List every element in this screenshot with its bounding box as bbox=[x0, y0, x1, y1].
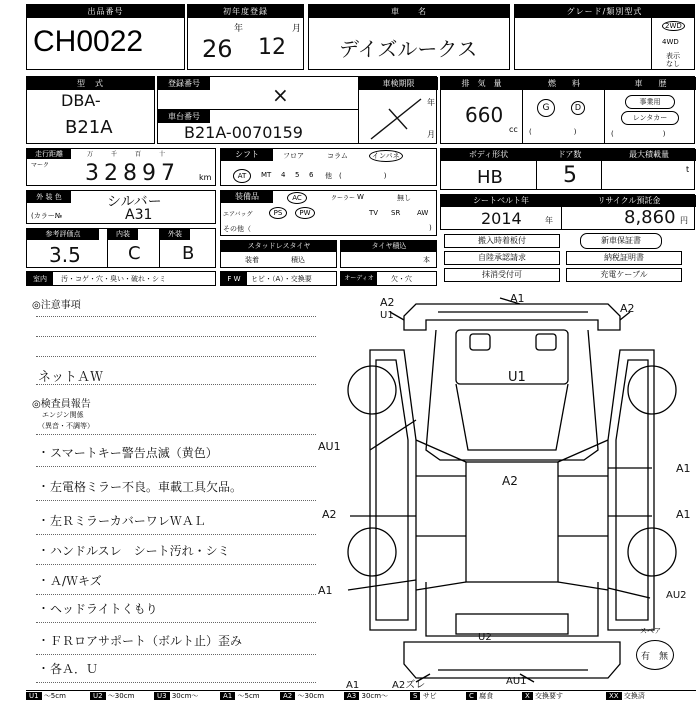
grade-label: グレード/類別型式 bbox=[515, 5, 694, 18]
inspection-cross-mark bbox=[369, 95, 425, 141]
shift-box: シフト フロア コラム インパネ AT MT 4 5 6 他 ( ) bbox=[220, 148, 437, 186]
color-no-label: (カラー№ bbox=[31, 212, 63, 220]
inspection-year-unit: 年 bbox=[427, 98, 435, 107]
damage-mark: A1 bbox=[318, 584, 333, 597]
model-label: 型 式 bbox=[27, 77, 154, 90]
tire-load-label: タイヤ積込 bbox=[341, 241, 437, 252]
drive-4wd: 4WD bbox=[662, 38, 679, 46]
legend-key: A1 bbox=[220, 692, 235, 700]
equip-airbag: エアバッグ bbox=[223, 211, 253, 218]
doors-cell bbox=[536, 149, 601, 190]
equip-none: 無し bbox=[397, 194, 411, 202]
equip-ac: AC bbox=[287, 192, 307, 204]
equip-pw: PW bbox=[295, 207, 315, 219]
legend-text: ～5cm bbox=[43, 692, 66, 700]
body-box bbox=[440, 148, 695, 190]
mileage-box: 走行距離 マーク 万千百十 32897 km bbox=[26, 148, 216, 186]
interior-eval-value: 汚・コゲ・穴・臭い・破れ・シミ bbox=[61, 275, 166, 283]
shift-column: コラム bbox=[327, 152, 348, 160]
mileage-unit: km bbox=[199, 173, 212, 182]
legend-key: X bbox=[522, 692, 533, 700]
damage-mark: U1 bbox=[508, 370, 526, 385]
equip-cooler: クーラー bbox=[331, 195, 356, 202]
seatbelt-recycle-box bbox=[440, 194, 695, 230]
month-unit: 月 bbox=[292, 24, 302, 34]
inspection-month-unit: 月 bbox=[427, 130, 435, 139]
tire-load-unit: 本 bbox=[423, 256, 430, 264]
color-box bbox=[26, 190, 216, 224]
history-rental: レンタカー bbox=[621, 111, 679, 125]
spare-label: スペア bbox=[640, 627, 661, 635]
doc-deregistration: 抹消受付可 bbox=[444, 268, 560, 282]
damage-mark: AU1 bbox=[318, 440, 341, 453]
body-label: ボディ形状 bbox=[441, 149, 536, 161]
capacity-cell bbox=[601, 149, 695, 190]
legend-key: C bbox=[466, 692, 477, 700]
lot-number-value: CH0022 bbox=[33, 25, 144, 58]
inspector-item: ハンドルスレ シート汚れ・シミ bbox=[50, 544, 230, 558]
history-label: 車 歴 bbox=[605, 77, 696, 90]
spec-box bbox=[440, 76, 695, 144]
recycle-unit: 円 bbox=[680, 216, 688, 225]
inspector-item: 左ＲミラーカバーワレＷＡＬ bbox=[50, 514, 206, 528]
recycle-value: 8,860 bbox=[624, 207, 676, 228]
damage-mark: A1 bbox=[676, 508, 691, 521]
first-registration-box bbox=[187, 4, 304, 70]
first-registration-year: 26 bbox=[202, 35, 233, 63]
inspector-item: 左電格ミラー不良。車載工具欠品。 bbox=[50, 480, 243, 494]
damage-mark: A1 bbox=[510, 292, 525, 305]
equip-tv: TV bbox=[369, 209, 379, 217]
damage-mark: A2 bbox=[620, 302, 635, 315]
color-value: シルバー bbox=[107, 194, 162, 210]
chassis-value: B21A-0070159 bbox=[184, 123, 303, 142]
spare-circle bbox=[636, 640, 674, 670]
lot-number-label: 出品番号 bbox=[27, 5, 184, 18]
inspector-item: Ａ/Ｗキズ bbox=[50, 574, 102, 588]
displacement-value: 660 bbox=[465, 103, 504, 127]
shift-label: シフト bbox=[221, 149, 273, 161]
damage-mark: A1 bbox=[676, 462, 691, 475]
mileage-value: 32897 bbox=[85, 161, 180, 186]
capacity-label: 最大積載量 bbox=[602, 149, 696, 161]
audio-value: 欠・穴 bbox=[391, 275, 412, 283]
legend-key: A2 bbox=[280, 692, 295, 700]
car-name-value: デイズルークス bbox=[339, 37, 478, 61]
studless-mounted: 装着 bbox=[245, 256, 259, 264]
legend-text: ～30cm bbox=[107, 692, 135, 700]
damage-mark: A2ズレ bbox=[392, 680, 426, 691]
legend-text: 交換要す bbox=[535, 692, 564, 700]
reg-no-value: × bbox=[272, 83, 289, 107]
equip-w: W bbox=[357, 193, 364, 201]
documents-panel bbox=[440, 232, 695, 286]
doc-charge-cable: 充電ケーブル bbox=[566, 268, 682, 282]
damage-mark: U1 bbox=[380, 310, 394, 321]
history-business: 事業用 bbox=[625, 95, 675, 109]
grade-box bbox=[514, 4, 695, 70]
registration-box bbox=[157, 76, 437, 144]
lot-number-box bbox=[26, 4, 185, 70]
shift-6: 6 bbox=[309, 171, 314, 179]
inspector-engine-label: エンジン関係 bbox=[42, 411, 84, 419]
fw-box bbox=[220, 271, 337, 286]
exterior-value: B bbox=[182, 243, 195, 264]
recycle-cell bbox=[561, 195, 695, 230]
studless-label: スタッドレスタイヤ bbox=[221, 241, 337, 252]
studless-loaded: 積込 bbox=[291, 256, 305, 264]
car-name-label: 車 名 bbox=[309, 5, 509, 18]
legend-text: ～5cm bbox=[237, 692, 260, 700]
color-no-value: A31 bbox=[125, 207, 153, 223]
seatbelt-label: シートベルト年 bbox=[441, 195, 561, 207]
note-item: ネットＡＷ bbox=[38, 370, 104, 385]
displacement-unit: cc bbox=[509, 125, 518, 134]
doc-tax-cert: 納税証明書 bbox=[566, 251, 682, 265]
studless-box bbox=[220, 240, 337, 268]
legend-key: U2 bbox=[90, 692, 106, 700]
doors-label: ドア数 bbox=[537, 149, 602, 161]
legend-text: ～30cm bbox=[297, 692, 325, 700]
exterior-label: 外装 bbox=[160, 229, 190, 240]
damage-mark: A2 bbox=[322, 508, 337, 521]
interior-label: 内装 bbox=[108, 229, 138, 240]
car-name-box bbox=[308, 4, 510, 70]
doc-self-approval: 自陸承認請求 bbox=[444, 251, 560, 265]
mileage-sub: マーク bbox=[31, 162, 50, 169]
interior-cell bbox=[107, 229, 159, 268]
fw-label: F W bbox=[221, 272, 247, 286]
legend-key: U3 bbox=[154, 692, 170, 700]
drive-type-cell bbox=[651, 18, 695, 70]
legend-text: サビ bbox=[422, 692, 437, 700]
year-unit: 年 bbox=[234, 24, 244, 34]
audio-box bbox=[340, 271, 437, 286]
legend-key: S bbox=[410, 692, 420, 700]
capacity-unit: t bbox=[686, 165, 690, 174]
doc-arrival-plate: 搬入時着板付 bbox=[444, 234, 560, 248]
shift-floor: フロア bbox=[283, 152, 304, 160]
doc-warranty: 新車保証書 bbox=[580, 233, 662, 249]
legend-text: 30cm～ bbox=[361, 692, 389, 700]
drive-none: 表示なし bbox=[666, 52, 680, 68]
notes-title: ◎注意事項 bbox=[32, 300, 81, 311]
seatbelt-value: 2014 bbox=[481, 209, 522, 228]
mileage-label: 走行距離 bbox=[27, 149, 71, 159]
fuel-cell: 燃 料 G D ( ) bbox=[522, 77, 604, 144]
equip-ps: PS bbox=[269, 207, 287, 219]
damage-mark: AU2 bbox=[666, 590, 687, 601]
tire-load-box bbox=[340, 240, 437, 268]
score-box bbox=[26, 228, 216, 268]
fuel-label: 燃 料 bbox=[523, 77, 605, 90]
shift-instrument-panel: インパネ bbox=[369, 150, 403, 162]
exterior-cell bbox=[159, 229, 216, 268]
legend-text: 腐食 bbox=[479, 692, 494, 700]
equip-aw: AW bbox=[417, 209, 429, 217]
damage-mark: A1 bbox=[346, 680, 360, 691]
audio-label: オーディオ bbox=[341, 272, 377, 286]
inspector-engine-sub: （異音・不調等） bbox=[38, 422, 94, 430]
chassis-label: 車台番号 bbox=[158, 110, 210, 123]
fuel-gasoline: G bbox=[537, 99, 555, 117]
displacement-label: 排 気 量 bbox=[441, 77, 522, 90]
interior-value: C bbox=[128, 243, 141, 264]
damage-mark: A2 bbox=[380, 296, 395, 309]
fuel-diesel: D bbox=[571, 101, 585, 115]
equip-sr: SR bbox=[391, 209, 401, 217]
equipment-label: 装備品 bbox=[221, 191, 273, 203]
first-registration-label: 初年度登録 bbox=[188, 5, 303, 18]
first-registration-month: 12 bbox=[258, 35, 286, 60]
shift-other: 他 bbox=[325, 172, 332, 180]
score-label: 参考評価点 bbox=[27, 229, 99, 240]
interior-eval-box bbox=[26, 271, 216, 286]
inspector-title: ◎検査員報告 bbox=[32, 399, 91, 410]
shift-4: 4 bbox=[281, 171, 286, 179]
color-label: 外 装 色 bbox=[27, 191, 71, 203]
fw-value: ヒビ・（A）・交換要 bbox=[251, 275, 312, 283]
equip-other: その他（ bbox=[223, 225, 251, 233]
seatbelt-unit: 年 bbox=[545, 216, 553, 225]
inspector-item: 各Ａ．Ｕ bbox=[50, 662, 99, 676]
legend-text: 交換済 bbox=[623, 692, 645, 700]
legend-key: A3 bbox=[344, 692, 359, 700]
doors-value: 5 bbox=[563, 163, 577, 188]
legend-key: XX bbox=[606, 692, 622, 700]
shift-mt: MT bbox=[261, 171, 272, 179]
legend-text: 30cm～ bbox=[171, 692, 199, 700]
equipment-box: 装備品 AC クーラー W 無し エアバッグ PS PW TV SR AW その他（ ) bbox=[220, 190, 437, 236]
inspector-item: スマートキー警告点滅（黄色） bbox=[50, 446, 218, 460]
body-value: HB bbox=[477, 167, 503, 188]
model-value-2: B21A bbox=[65, 117, 113, 138]
inspector-item: ＦＲロアサポート（ボルト止）歪み bbox=[50, 634, 243, 648]
model-box bbox=[26, 76, 155, 144]
shift-at: AT bbox=[233, 169, 251, 183]
interior-eval-label: 室内 bbox=[27, 272, 53, 286]
spare-value: 有 無 bbox=[641, 652, 669, 662]
legend-key: U1 bbox=[26, 692, 42, 700]
inspector-item: ヘッドライトくもり bbox=[50, 602, 158, 616]
damage-mark: U2 bbox=[478, 632, 492, 643]
damage-legend bbox=[26, 690, 696, 700]
damage-mark: AU1 bbox=[506, 676, 527, 687]
model-value-1: DBA- bbox=[61, 91, 101, 110]
drive-2wd: 2WD bbox=[662, 21, 685, 31]
inspection-cell bbox=[358, 77, 437, 144]
inspection-label: 車検期限 bbox=[359, 77, 438, 90]
damage-mark: A2 bbox=[502, 474, 518, 488]
reg-no-label: 登録番号 bbox=[158, 77, 210, 90]
score-value: 3.5 bbox=[49, 243, 81, 267]
history-cell: 車 歴 事業用 レンタカー ( ) bbox=[604, 77, 695, 144]
recycle-label: リサイクル預託金 bbox=[562, 195, 696, 207]
shift-5: 5 bbox=[295, 171, 300, 179]
